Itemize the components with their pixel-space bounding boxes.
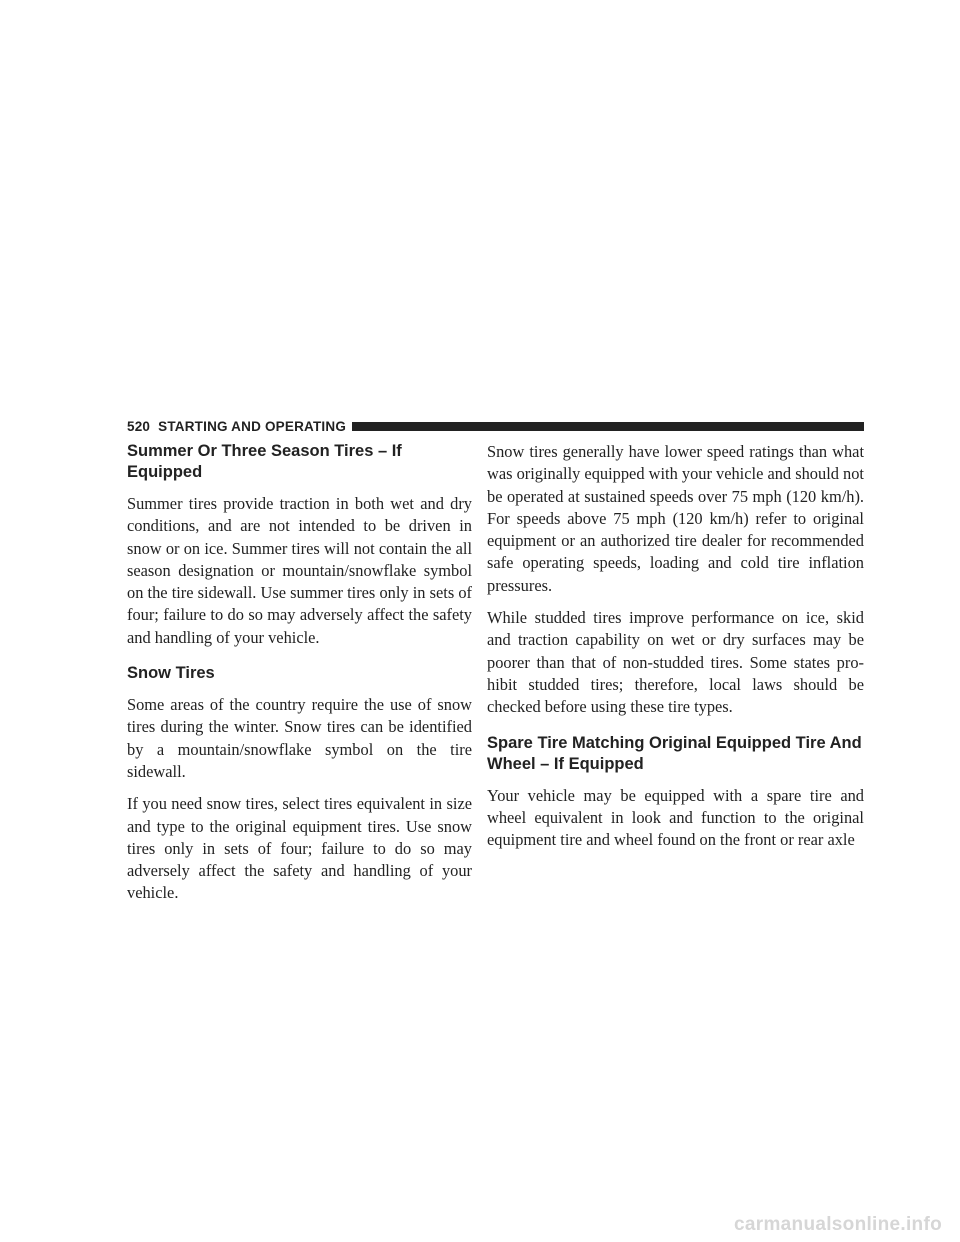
section-title: STARTING AND OPERATING xyxy=(158,418,347,434)
paragraph-snow-tire-speed: Snow tires generally have lower speed ratings than what was originally equipped with your vehicle and should not be operated at sustained speeds over 75 mph (120 km/h). For speeds above 75 mph (120 km/h) refer to original equipment or an authorized tire dealer for recommended safe operating speeds, loading and cold tire inflation pressures. xyxy=(487,442,864,595)
heading-spare-tire: Spare Tire Matching Original Equipped Tire And Wheel – If Equipped xyxy=(487,733,862,773)
paragraph-snow-tires-selection: If you need snow tires, select tires equivalent in size and type to the original equipment tires. Use snow tires only in sets of four; failure to do so may adversely affect the safety and handling of your vehicle. xyxy=(127,794,472,903)
paragraph-studded-tires: While studded tires improve performance on ice, skid and traction capability on wet or dry surfaces may be poorer than that of non-studded tires. Some states pro-hibit studded tires; therefore, local laws should be checked before using these tire types. xyxy=(487,608,864,717)
left-column xyxy=(127,441,472,915)
paragraph-snow-tires-intro: Some areas of the country require the use of snow tires during the winter. Snow tires can be identified by a mountain/snowflake symbol on the tire sidewall. xyxy=(127,695,472,781)
footer-watermark[interactable]: carmanualsonline.info xyxy=(734,1214,942,1235)
header-rule xyxy=(352,422,864,431)
page-number: 520 xyxy=(127,418,151,434)
page-header xyxy=(127,418,864,434)
right-column xyxy=(487,441,864,861)
heading-snow-tires: Snow Tires xyxy=(127,664,215,683)
paragraph-spare-tire: Your vehicle may be equipped with a spare tire and wheel equivalent in look and function to the original equipment tire and wheel found on the front or rear axle xyxy=(487,785,864,850)
heading-summer-tires: Summer Or Three Season Tires – If Equipped xyxy=(127,442,402,481)
paragraph-summer-tires: Summer tires provide traction in both wet and dry conditions, and are not intended to be driven in snow or on ice. Summer tires will not contain the all season designation or mountain/snowflake symbol on the tire sidewall. Use summer tires only in sets of four; failure to do so may adversely affect the safety and handling of your vehicle. xyxy=(127,494,472,647)
